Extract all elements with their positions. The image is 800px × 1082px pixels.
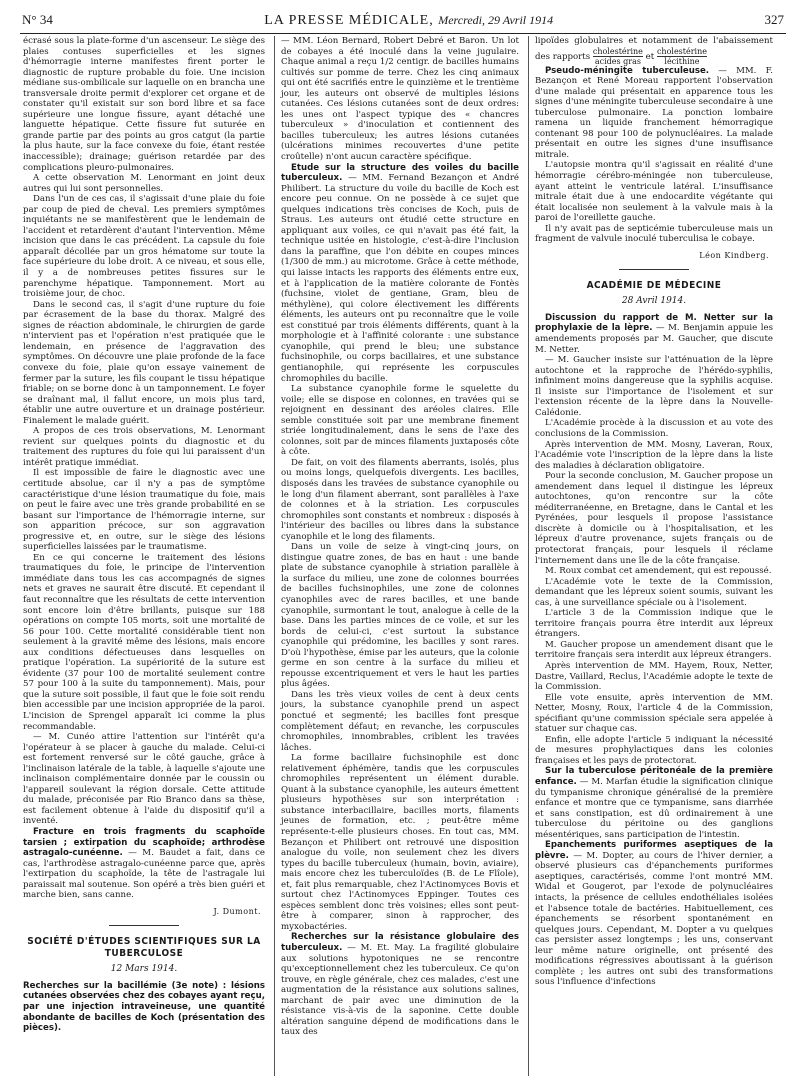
article-entry xyxy=(281,163,519,384)
author-signature: J. Dumont. xyxy=(213,906,261,916)
article-body: — MM. Fernand Bezançon et André Philibert. La structure du voile du bacille de Koch est encore peu connue. On ne possède à ce sujet que quelques indications très concises de Koch, puis de Straus. Les auteurs ont étudié cette structure en appliquant aux voiles, ce qui n'avait pas été fait, la technique usitée en histologie, c'est-à-dire l'inclusion dans la paraffine, que l'on débite en coupes minces (1/300 de mm.) au microtome. Grâce à cette méthode, qui laisse intacts les rapports des éléments entre eux, et à l'application de la matière colorante de Fontès (fuchsine, violet de gentiane, Gram, bleu de méthylène), qui colore électivement les différents éléments, les auteurs ont pu reconnaître que le voile est constitué par trois éléments différents, quant à la morphologie et à l'affinité colorante : une substance cyanophile, qui prend le bleu; une substance fuchsinophile, ou corps bacillaires, et une substance gentianophile, qui représente les corpuscules chromophiles du bacille. xyxy=(281,173,520,384)
article-entry xyxy=(535,66,773,161)
article-heading: Etude sur la structure des voiles du bacille tuberculeux. xyxy=(281,162,519,184)
section-date: 28 Avril 1914. xyxy=(621,296,687,307)
author-signature: Léon Kindberg. xyxy=(699,250,769,260)
section-title: ACADÉMIE DE MÉDECINE xyxy=(586,280,722,292)
article-body: — M. Dopter, au cours de l'hiver dernier, a observé plusieurs cas d'épanchements puriformes aseptiques, caractérisés, comme l'ont montré MM. Widal et Gougerot, par l'exode de polynucléaires intacts, la présence de cellules endothéliales isolées et l'absence totale de bactéries. Habituellement, ces épanchements se résorbent spontanément en quelques jours. Cependant, M. Dopter a vu quelques cas persister assez longtemps ; les uns, conservant leur même nature originelle, ont présenté des modifications régressives aboutissant à la guérison complète ; les autres ont subi des transformations sous l'influence d'infections xyxy=(535,850,773,988)
paragraph: Après intervention de MM. Mosny, Laveran, Roux, l'Académie vote l'inscription de la lèpre dans la liste des maladies à déclaration obligatoire. xyxy=(535,439,773,471)
article-body: — M. Marfan étudie la signification clinique du tympanisme chronique généralisé de la première enfance et montre que ce tympanisme, sans diarrhée et sans constipation, est dû ordinairement à une tuberculose du péritoine ou des ganglions mésentériques, sans participation de l'intestin. xyxy=(535,777,774,840)
fraction-numerator: cholestérine xyxy=(592,46,643,56)
paragraph: En ce qui concerne le traitement des lésions traumatiques du foie, le principe de l'intervention immédiate dans tous les cas accompagnés de signes nets et graves ne saurait être discuté. Et cependant il faut reconnaître que les résultats de cette intervention sont encore loin d'être brillants, puisque sur 188 opérations on compte 105 morts, soit une mortalité de 56 pour 100. Cette mortalité considérable tient non seulement à la gravité même des lésions, mais encore aux conditions défectueuses dans lesquelles on pratique l'opération. La supériorité de la suture est évidente (37 pour 100 de mortalité seulement contre 57 pour 100 à la suite du tamponnement). Mais, pour que la suture soit possible, il faut que le foie soit rendu bien accessible par une incision appropriée de la paroi. L'incision de Sprengel apparaît ici comme la plus recommandable. xyxy=(23,552,265,732)
fraction-denominator: acides gras xyxy=(594,56,641,66)
paragraph: A propos de ces trois observations, M. Lenormant revient sur quelques points du diagnostic et du traitement des ruptures du foie qui lui paraissent d'un intérêt pratique immédiat. xyxy=(23,426,265,468)
fraction xyxy=(657,47,707,66)
paragraph: — M. Cunéo attire l'attention sur l'intérêt qu'a l'opérateur à se placer à gauche du malade. Celui-ci est fortement renversé sur le côté gauche, grâce à l'inclinaison latérale de la table, à laquelle s'ajoute une inclinaison complémentaire donnée par le coussin ou l'appareil soulevant la région dorsale. Cette attitude du malade, préconisée par Rio Branco dans sa thèse, est facilement obtenue à l'aide du dispositif qu'il a inventé. xyxy=(23,732,265,827)
text-run: et xyxy=(645,51,655,62)
paragraph: — M. Gaucher insiste sur l'atténuation de la lèpre autochtone et la rapproche de l'hérédo-syphilis, infiniment moins dangereuse que la syphilis acquise. Il insiste sur l'importance de l'isolement et sur l'extension récente de la lèpre dans la Nouvelle-Calédonie. xyxy=(535,355,773,418)
text-run: lipoïdes globulaires et notamment de l'abaissement des rapports xyxy=(535,36,773,62)
article-body: — M. Baudet a fait, dans ce cas, l'arthrodèse astragalo-cunéenne parce que, après l'extirpation du scaphoïde, la tête de l'astragale lui paraissait mal soutenue. Son opéré a très bien guéri et marche bien, sans canne. xyxy=(23,848,265,901)
masthead-title: LA PRESSE MÉDICALE, xyxy=(264,13,434,28)
fraction-numerator: cholestérine xyxy=(656,46,708,56)
article-entry xyxy=(23,827,265,901)
article-entry xyxy=(535,313,773,355)
column-2 xyxy=(274,36,522,1076)
column-1 xyxy=(20,36,268,1076)
article-heading: Recherches sur la résistance globulaire des tuberculeux. xyxy=(281,932,519,954)
paragraph: écrasé sous la plate-forme d'un ascenseur. Le siège des plaies contuses superficielles et les signes d'hémorragie interne manifestes firent porter le diagnostic de rupture probable du foie. Une incision médiane sus-ombilicale sur laquelle on en brancha une transversale droite permit d'explorer cet organe et de constater qu'il existait sur son bord libre et sa face supérieure une longue fissure, ayant détaché une languette hépatique. Cette fissure fut suturée en grande partie par des points au gros catgut (la partie la plus haute, sur la face convexe du foie, étant restée inaccessible); drainage; guérison retardée par des complications pleuro-pulmonaires. xyxy=(23,36,265,173)
paragraph: La substance cyanophile forme le squelette du voile; elle se dispose en colonnes, en travées qui se rejoignent en dessinant des aréoles claires. Elle semble constituée soit par une membrane finement striée longitudinalement, dans le sens de l'axe des colonnes, soit par de minces filaments juxtaposés côte à côte. xyxy=(281,384,519,458)
article-heading: Fracture en trois fragments du scaphoïde tarsien ; extirpation du scaphoïde; arthrodèse astragalo-cunéenne. xyxy=(23,827,265,859)
newspaper-page xyxy=(20,12,786,1076)
paragraph xyxy=(535,36,773,66)
paragraph: L'Académie procède à la discussion et au vote des conclusions de la Commission. xyxy=(535,418,773,439)
article-body: — MM. F. Bezançon et René Moreau rapportent l'observation d'une malade qui présentait en apparence tous les signes d'une méningite tuberculeuse secondaire à une tuberculose pulmonaire. La ponction lombaire ramena un liquide franchement hémorragique contenant 98 pour 100 de polynucléaires. La malade présentait en outre les signes d'une insuffisance mitrale. xyxy=(535,65,773,160)
paragraph: De fait, on voit des filaments aberrants, isolés, plus ou moins longs, quelquefois divergents. Les bacilles, disposés dans les travées de substance cyanophile ou le long d'un filament aberrant, sont parallèles à l'axe de colonnes et à la striation. Les corpuscules chromophiles sont constants et nombreux : disposés à l'intérieur des bacilles ou libres dans la substance cyanophile et le long des filaments. xyxy=(281,457,519,542)
paragraph: L'Académie vote le texte de la Commission, demandant que les lépreux soient soumis, suivant les cas, à une surveillance spéciale ou à l'isolement. xyxy=(535,576,773,608)
paragraph: Après intervention de MM. Hayem, Roux, Netter, Dastre, Vaillard, Reclus, l'Académie adopte le texte de la Commission. xyxy=(535,660,773,693)
paragraph: Elle vote ensuite, après intervention de MM. Netter, Mosny, Roux, l'article 4 de la Commission, spécifiant qu'une commission spéciale sera appelée à statuer sur chaque cas. xyxy=(535,692,773,735)
article-body: — M. Benjamin appuie les amendements proposés par M. Gaucher, que discute M. Netter. xyxy=(535,323,773,355)
article-heading: Discussion du rapport de M. Netter sur la prophylaxie de la lèpre. xyxy=(535,312,773,334)
paragraph: M. Roux combat cet amendement, qui est repoussé. xyxy=(545,566,772,577)
paragraph: Il est impossible de faire le diagnostic avec une certitude absolue, car il n'y a pas de symptôme caractéristique d'une lésion traumatique du foie, mais on peut le faire avec une très grande probabilité en se basant sur l'importance de l'hémorragie interne, sur son apparition précoce, sur son aggravation progressive et, en outre, sur le siège des lésions superficielles laissées par le traumatisme. xyxy=(23,468,265,553)
article-heading: Epanchements puriformes aseptiques de la plèvre. xyxy=(535,840,773,861)
paragraph: Dans l'un de ces cas, il s'agissait d'une plaie du foie par coup de pied de cheval. Les premiers symptômes inquiétants ne se manifestèrent que le lendemain de l'accident et retardèrent d'autant l'intervention. Même incision que dans le cas précédent. La capsule du foie apparaît décollée par un gros hématome sur toute la face supérieure du lobe droit. A ce niveau, et sous elle, il y a de nombreuses petites fissures sur le parenchyme hépatique. Tamponnement. Mort au troisième jour, de choc. xyxy=(23,194,265,300)
page-number: 327 xyxy=(764,12,784,27)
masthead-date: Mercredi, 29 Avril 1914 xyxy=(438,13,554,27)
column-3 xyxy=(528,36,776,1076)
article-heading: Recherches sur la bacillémie (3e note) : lésions cutanées observées chez des cobayes ayant reçu, par une injection intraveineuse, une quantité abondante de bacilles de Koch (présentation des pièces). xyxy=(23,980,265,1034)
paragraph: Dans les très vieux voiles de cent à deux cents jours, la substance cyanophile prend un aspect ponctué et segmenté; les bacilles font presque complètement défaut; en revanche, les corpuscules chromophiles, innombrables, criblent les travées lâches. xyxy=(281,689,519,753)
article-entry xyxy=(535,766,773,840)
page-header xyxy=(20,12,786,34)
paragraph: Dans un voile de seize à vingt-cinq jours, on distingue quatre zones, de bas en haut : une bande plate de substance cyanophile à striation parallèle à la surface du milieu, une zone de colonnes bourrées de bacilles fuchsinophiles, une zone de colonnes cyanophiles avec de rares bacilles, et une bande cyanophile, surmontant le tout, analogue à celle de la base. Dans les parties minces de ce voile, et sur les bords de celui-ci, c'est surtout la substance cyanophile qui prédomine, les bacilles y sont rares. D'où l'hypothèse, émise par les auteurs, que la colonie germe en son centre à la surface du milieu et repousse excentriquement et vers le haut les parties plus âgées. xyxy=(281,542,520,690)
fraction xyxy=(593,47,643,66)
article-entry xyxy=(535,840,773,988)
fraction-denominator: lécithine xyxy=(664,56,700,66)
article-body: — M. Et. May. La fragilité globulaire aux solutions hypotoniques ne se rencontre qu'exceptionnellement chez les tuberculeux. Ce qu'on trouve, en règle générale, chez ces malades, c'est une augmentation de la résistance aux solutions salines, marchant de pair avec une diminution de la résistance vis-à-vis de la saponine. Cette double altération sanguine dépend de modifications dans le taux des xyxy=(281,943,519,1038)
issue-number: N° 34 xyxy=(22,12,53,27)
paragraph: L'autopsie montra qu'il s'agissait en réalité d'une hémorragie cérébro-méningée non tuberculeuse, ayant atteint le ventricule latéral. L'insuffisance mitrale était due à une endocardite végétante qui était localisée non seulement à la valvule mais à la paroi de l'oreillette gauche. xyxy=(535,160,773,224)
paragraph: Enfin, elle adopte l'article 5 indiquant la nécessité de mesures prophylactiques dans les colonies françaises et les pays de protectorat. xyxy=(535,734,773,766)
article-entry xyxy=(281,932,519,1037)
paragraph: Dans le second cas, il s'agit d'une rupture du foie par écrasement de la base du thorax. Malgré des signes de réaction abdominale, le chirurgien de garde n'intervient pas et l'opération n'est pratiquée que le lendemain, en présence de l'aggravation des symptômes. On découvre une plaie profonde de la face convexe du foie, plaie qu'on essaye vainement de fermer par la suture, les fils coupant le tissu hépatique friable; on se borne donc à un tamponnement. Le foyer se draînant mal, il fallut encore, un mois plus tard, établir une autre ouverture et un drainage postérieur. Finalement le malade guérit. xyxy=(23,299,265,426)
paragraph: Il n'y avait pas de septicémie tuberculeuse mais un fragment de valvule inoculé tuberculisa le cobaye. xyxy=(535,223,773,245)
paragraph: La forme bacillaire fuchsinophile est donc relativement éphémère, tandis que les corpuscules chromophiles représentent un élément durable. Quant à la substance cyanophile, les auteurs émettent plusieurs hypothèses sur son interprétation : substance interbacillaire, bacilles morts, filaments jeunes de formation, etc. ; peut-être même représente-t-elle plusieurs choses. En tout cas, MM. Bezançon et Philibert ont retrouvé une disposition analogue du voile, non seulement chez les divers types du bacille tuberculeux (humain, bovin, aviaire), mais encore chez les tuberculoïdes (B. de Le Flîole), et, fait plus remarquable, chez l'Actinomyces Bovis et surtout chez l'Actinomyces Eppinger. Toutes ces espèces semblent donc très voisines; elles sont peut-être à comparer, sinon à rapprocher, des myxobactéries. xyxy=(281,753,519,932)
divider xyxy=(109,925,179,926)
masthead xyxy=(264,13,553,29)
paragraph: M. Gaucher propose un amendement disant que le territoire français sera interdit aux lépreux étrangers. xyxy=(535,639,773,661)
article-heading: Sur la tuberculose péritonéale de la première enfance. xyxy=(535,766,773,787)
paragraph: A cette observation M. Lenormant en joint deux autres qui lui sont personnelles. xyxy=(23,173,265,194)
section-title: SOCIÉTÉ D'ÉTUDES SCIENTIFIQUES SUR LA TUBERCULOSE xyxy=(27,936,261,960)
paragraph: L'article 3 de la Commission indique que le territoire français pourra être interdit aux lépreux étrangers. xyxy=(535,608,773,640)
article-heading: Pseudo-méningite tuberculeuse. xyxy=(545,65,710,76)
paragraph: Pour la seconde conclusion, M. Gaucher propose un amendement dans lequel il distingue les lépreux autochtones, qu'on rencontre sur la côte méditerranéenne, en Bretagne, dans le Cantal et les Pyrénées, pour lesquels il propose l'assistance discrète à domicile ou à l'hospitalisation, et les lépreux d'autre provenance, sujets français ou de protectorat français, pour lesquels il réclame l'internement dans une île de la côte française. xyxy=(535,471,773,566)
section-date: 12 Mars 1914. xyxy=(110,964,178,975)
columns xyxy=(20,36,786,1076)
divider xyxy=(619,269,689,270)
paragraph: — MM. Léon Bernard, Robert Debré et Baron. Un lot de cobayes a été inoculé dans la veine jugulaire. Chaque animal a reçu 1/2 centigr. de bacilles humains cultivés sur pomme de terre. Chez les cinq animaux qui ont été sacrifiés entre le quinzième et le trentième jour, les auteurs ont observé de multiples lésions cutanées. Ces lésions cutanées sont de deux ordres: les unes ont l'aspect typique des « chancres tuberculeux » d'inoculation et contiennent des bacilles tuberculeux; les autres lésions cutanées (ulcérations minimes recouvertes d'une petite croûtelle) n'ont aucun caractère spécifique. xyxy=(281,36,519,163)
